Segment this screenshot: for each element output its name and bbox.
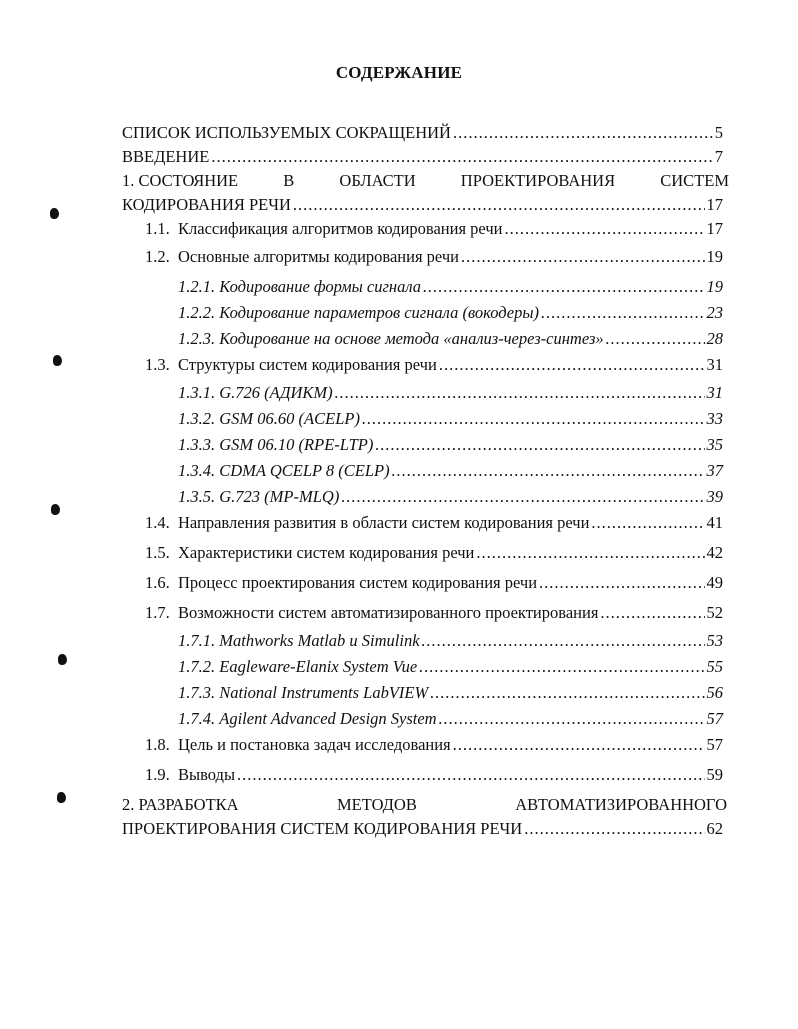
toc-page-number: 39 [706,487,723,506]
toc-entry-number: 1.1. [145,219,170,238]
toc-page-number: 7 [714,147,723,166]
toc-entry-abbreviations[interactable] [122,123,723,143]
toc-page-number: 31 [706,383,723,402]
toc-entry-1-3[interactable] [145,355,723,375]
dot-leader [461,247,705,267]
toc-word: 1. СОСТОЯНИЕ [122,171,239,190]
toc-entry-number: 1.6. [145,573,170,592]
toc-page-number: 56 [706,683,723,702]
dot-leader [606,329,705,349]
toc-word: АВТОМАТИЗИРОВАННОГО [515,795,727,814]
dot-leader [453,735,705,755]
toc-chapter-1-line1[interactable] [122,171,729,191]
toc-page-number: 53 [706,631,723,650]
toc-entry-number: 1.4. [145,513,170,532]
toc-entry-text: Характеристики систем кодирования речи [178,543,475,562]
toc-entry-1-3-1[interactable] [178,383,723,403]
dot-leader [211,147,712,167]
dot-leader [392,461,705,481]
dot-leader [541,303,704,323]
toc-entry-number: 1.7.4. [178,709,216,728]
toc-entry-number: 1.3.1. [178,383,216,402]
toc-entry-1-9[interactable] [145,765,723,785]
dot-leader [430,683,704,703]
scan-mark [50,208,59,219]
page-title: СОДЕРЖАНИЕ [335,63,463,82]
toc-entry-text: GSM 06.10 (RPE-LTP) [219,435,374,454]
toc-entry-1-7-4[interactable] [178,709,723,729]
toc-entry-number: 1.7.3. [178,683,216,702]
toc-chapter-1-line2[interactable] [122,195,723,215]
toc-page-number: 62 [706,819,723,838]
scan-mark [51,504,60,515]
toc-word: МЕТОДОВ [336,795,417,814]
toc-chapter-2-line1[interactable] [122,795,727,815]
toc-entry-1-7-3[interactable] [178,683,723,703]
toc-entry-number: 1.2.2. [178,303,216,322]
toc-entry-1-8[interactable] [145,735,723,755]
toc-entry-number: 1.7.2. [178,657,216,676]
dot-leader [419,657,704,677]
toc-page-number: 23 [706,303,723,322]
toc-entry-number: 1.2.3. [178,329,216,348]
toc-entry-text: Возможности систем автоматизированного проектирования [178,603,599,622]
toc-entry-number: 1.3.5. [178,487,216,506]
dot-leader [539,573,704,593]
dot-leader [423,277,705,297]
toc-entry-number: 1.2.1. [178,277,216,296]
toc-entry-text: Структуры систем кодирования речи [178,355,437,374]
toc-entry-1-3-4[interactable] [178,461,723,481]
toc-entry-1-6[interactable] [145,573,723,593]
toc-word: СИСТЕМ [660,171,729,190]
toc-page-number: 28 [706,329,723,348]
toc-page-number: 31 [706,355,723,374]
toc-entry-1-2[interactable] [145,247,723,267]
toc-entry-text: ВВЕДЕНИЕ [122,147,210,166]
dot-leader [237,765,704,785]
dot-leader [600,603,704,623]
toc-page-number: 42 [706,543,723,562]
toc-entry-text: Направления развития в области систем кодирования речи [178,513,590,532]
toc-word: ПРОЕКТИРОВАНИЯ [460,171,616,190]
toc-entry-text: Кодирование на основе метода «анализ-через-синтез» [219,329,604,348]
toc-entry-text: G.726 (АДИКМ) [219,383,333,402]
scan-mark [53,355,62,366]
toc-entry-introduction[interactable] [122,147,723,167]
toc-page-number: 17 [706,219,723,238]
toc-page-number: 37 [706,461,723,480]
toc-entry-1-7-1[interactable] [178,631,723,651]
toc-entry-text: Кодирование формы сигнала [219,277,421,296]
dot-leader [293,195,705,215]
toc-page-number: 5 [714,123,723,142]
dot-leader [375,435,704,455]
toc-page-number: 41 [706,513,723,532]
toc-entry-text: Mathworks Matlab и Simulink [219,631,420,650]
toc-entry-text: Выводы [178,765,236,784]
toc-entry-1-2-3[interactable] [178,329,723,349]
toc-entry-1-3-5[interactable] [178,487,723,507]
dot-leader [453,123,713,143]
toc-chapter-2-line2[interactable] [122,819,723,839]
toc-entry-text: National Instruments LabVIEW [219,683,429,702]
toc-page-number: 57 [706,735,723,754]
dot-leader [335,383,705,403]
toc-entry-1-2-1[interactable] [178,277,723,297]
toc-page-number: 33 [706,409,723,428]
scan-mark [57,792,66,803]
toc-entry-text: GSM 06.60 (ACELP) [219,409,360,428]
toc-page-number: 19 [706,247,723,266]
dot-leader [591,513,704,533]
toc-entry-1-7-2[interactable] [178,657,723,677]
dot-leader [439,355,705,375]
dot-leader [362,409,705,429]
dot-leader [504,219,704,239]
toc-entry-text: Классификация алгоритмов кодирования речи [178,219,503,238]
toc-entry-number: 1.8. [145,735,170,754]
toc-page-number: 19 [706,277,723,296]
toc-word: В [283,171,295,190]
toc-entry-1-1[interactable] [145,219,723,239]
toc-entry-number: 1.7. [145,603,170,622]
toc-entry-number: 1.3. [145,355,170,374]
toc-entry-text: CDMA QCELP 8 (CELP) [219,461,390,480]
toc-entry-number: 1.3.2. [178,409,216,428]
toc-entry-text: Процесс проектирования систем кодирования речи [178,573,538,592]
toc-entry-1-4[interactable] [145,513,723,533]
toc-entry-1-5[interactable] [145,543,723,563]
toc-entry-text: ПРОЕКТИРОВАНИЯ СИСТЕМ КОДИРОВАНИЯ РЕЧИ [122,819,523,838]
dot-leader [524,819,704,839]
toc-entry-1-3-2[interactable] [178,409,723,429]
toc-entry-1-3-3[interactable] [178,435,723,455]
toc-page-number: 57 [706,709,723,728]
toc-entry-text: КОДИРОВАНИЯ РЕЧИ [122,195,291,214]
toc-entry-text: СПИСОК ИСПОЛЬЗУЕМЫХ СОКРАЩЕНИЙ [122,123,451,142]
toc-page-number: 52 [706,603,723,622]
toc-entry-number: 1.9. [145,765,170,784]
toc-entry-1-2-2[interactable] [178,303,723,323]
toc-page-number: 55 [706,657,723,676]
scan-mark [58,654,67,665]
toc-page-number: 17 [706,195,723,214]
toc-entry-1-7[interactable] [145,603,723,623]
toc-word: ОБЛАСТИ [339,171,416,190]
dot-leader [422,631,705,651]
toc-entry-number: 1.3.4. [178,461,216,480]
toc-entry-number: 1.2. [145,247,170,266]
toc-entry-text: G.723 (MP-MLQ) [219,487,340,506]
toc-entry-number: 1.3.3. [178,435,216,454]
dot-leader [439,709,705,729]
toc-entry-number: 1.5. [145,543,170,562]
toc-entry-text: Кодирование параметров сигнала (вокодеры) [219,303,540,322]
toc-page-number: 59 [706,765,723,784]
toc-page-number: 35 [706,435,723,454]
toc-word: 2. РАЗРАБОТКА [122,795,239,814]
toc-entry-text: Eagleware-Elanix System Vue [219,657,418,676]
toc-entry-number: 1.7.1. [178,631,216,650]
toc-entry-text: Agilent Advanced Design System [219,709,437,728]
dot-leader [476,543,704,563]
toc-entry-text: Основные алгоритмы кодирования речи [178,247,459,266]
toc-page-number: 49 [706,573,723,592]
dot-leader [341,487,704,507]
toc-entry-text: Цель и постановка задач исследования [178,735,451,754]
